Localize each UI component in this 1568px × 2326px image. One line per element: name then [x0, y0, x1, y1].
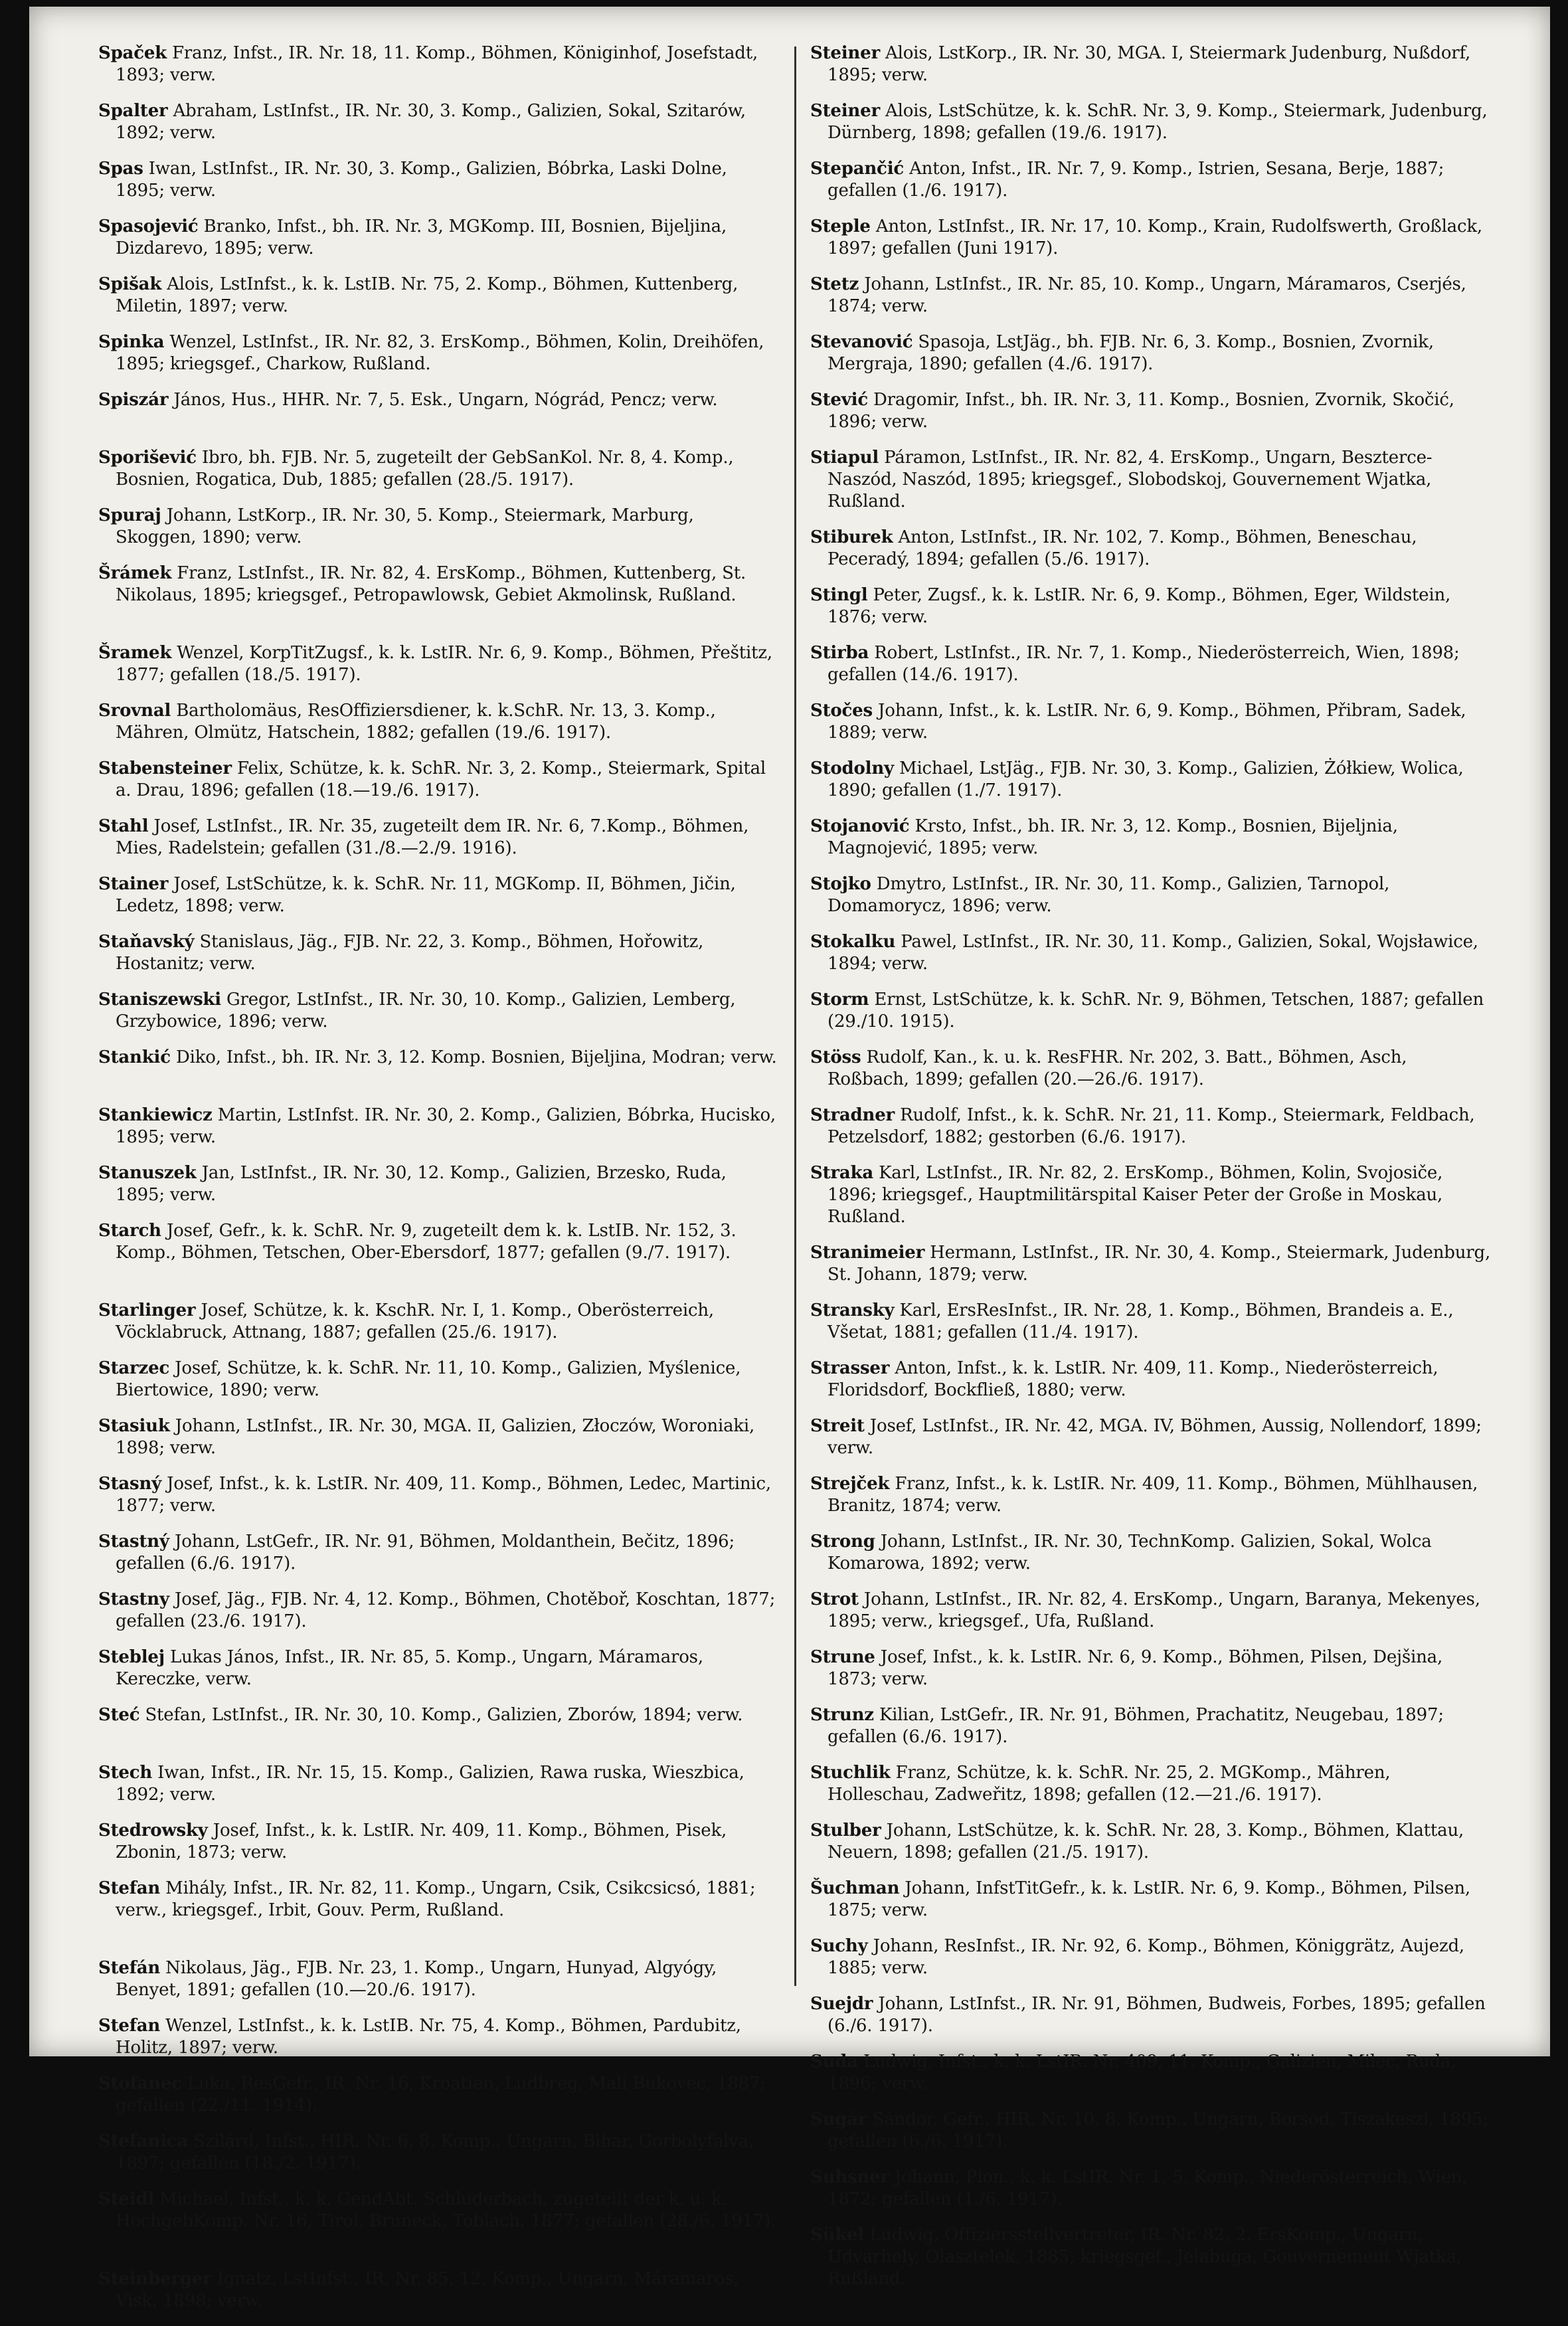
entry-details: Johann, Pion., k. k. LstIR. Nr. 1, 5. Komp., Niederösterreich, Wien, 1872; gefallen (1./6. 1917).	[828, 2167, 1468, 2209]
entry-details: Felix, Schütze, k. k. SchR. Nr. 3, 2. Komp., Steiermark, Spital a. Drau, 1896; gefallen (18.—19./6. 1917).	[116, 759, 766, 800]
entry-details: Jan, LstInfst., IR. Nr. 30, 12. Komp., Galizien, Brzesko, Ruda, 1895; verw.	[116, 1163, 727, 1205]
entry-surname: Stofanec	[98, 2074, 182, 2094]
list-item	[810, 1473, 1491, 1531]
entry-surname: Stasný	[98, 1474, 162, 1494]
list-item	[98, 1762, 779, 1820]
entry-surname: Stankiewicz	[98, 1105, 213, 1125]
entry-details: Alois, LstKorp., IR. Nr. 30, MGA. I, Steiermark Judenburg, Nußdorf, 1895; verw.	[828, 43, 1471, 85]
entry-surname: Steinberger	[98, 2269, 212, 2289]
entry-surname: Steiner	[810, 43, 880, 63]
list-item	[810, 1047, 1491, 1105]
entry-surname: Storm	[810, 990, 869, 1010]
left-column	[98, 43, 779, 2326]
entry-surname: Stodolny	[810, 759, 894, 778]
list-item	[810, 1935, 1491, 1993]
entry-details: Sándor, Gefr., HIR. Nr. 10, 8. Komp., Ungarn, Borsod, Tiszakeszi, 1895; gefallen (6./6. 1917).	[828, 2109, 1488, 2151]
list-item	[810, 584, 1491, 642]
entry-surname: Stefán	[98, 1958, 161, 1978]
entry-details: Johann, LstInfst., IR. Nr. 30, MGA. II, Galizien, Złoczów, Woroniaki, 1898; verw.	[116, 1416, 755, 1458]
list-item	[98, 43, 779, 100]
entry-surname: Strot	[810, 1589, 859, 1609]
list-item	[98, 1589, 779, 1647]
entry-surname: Stranimeier	[810, 1243, 925, 1263]
entry-surname: Spiszár	[98, 390, 169, 410]
list-item	[810, 158, 1491, 216]
entry-details: Johann, LstGefr., IR. Nr. 91, Böhmen, Moldanthein, Bečitz, 1896; gefallen (6./6. 1917).	[116, 1532, 735, 1573]
entry-details: Karl, LstInfst., IR. Nr. 82, 2. ErsKomp., Böhmen, Kolin, Svojosiče, 1896; kriegsgef., Hauptmilitärspital Kaiser Peter der Große in Moskau, Rußland.	[828, 1163, 1443, 1227]
column-divider	[794, 46, 796, 1986]
entry-surname: Staniszewski	[98, 990, 221, 1010]
entry-surname: Steć	[98, 1705, 140, 1725]
entry-surname: Stedrowsky	[98, 1821, 208, 1840]
list-item	[810, 100, 1491, 158]
list-item	[98, 505, 779, 563]
entry-details: Alois, LstSchütze, k. k. SchR. Nr. 3, 9. Komp., Steiermark, Judenburg, Dürnberg, 1898; gefallen (19./6. 1917).	[828, 101, 1488, 143]
entry-surname: Stojko	[810, 874, 871, 894]
entry-surname: Spas	[98, 159, 143, 179]
entry-surname: Starch	[98, 1221, 161, 1241]
list-item	[810, 1820, 1491, 1878]
entry-surname: Stefan	[98, 1878, 161, 1898]
entry-surname: Spalter	[98, 101, 168, 121]
list-item	[98, 1300, 779, 1358]
entry-details: Páramon, LstInfst., IR. Nr. 82, 4. ErsKomp., Ungarn, Beszterce-Naszód, Naszód, 1895; kriegsgef., Slobodskoj, Gouvernement Wjatka, Rußland.	[828, 448, 1433, 511]
list-item	[98, 1820, 779, 1878]
entry-details: Kilian, LstGefr., IR. Nr. 91, Böhmen, Prachatitz, Neugebau, 1897; gefallen (6./6. 1917).	[828, 1705, 1444, 1747]
entry-details: Rudolf, Infst., k. k. SchR. Nr. 21, 11. Komp., Steiermark, Feldbach, Petzelsdorf, 1882; gestorben (6./6. 1917).	[828, 1105, 1475, 1147]
list-item	[98, 2268, 779, 2326]
entry-details: Franz, Infst., IR. Nr. 18, 11. Komp., Böhmen, Königinhof, Josefstadt, 1893; verw.	[116, 43, 758, 85]
list-item	[810, 389, 1491, 447]
list-item	[810, 1704, 1491, 1762]
entry-surname: Spuraj	[98, 505, 161, 525]
list-item	[98, 2189, 779, 2268]
entry-surname: Strejček	[810, 1474, 890, 1494]
list-item	[98, 816, 779, 873]
list-item	[810, 2167, 1491, 2224]
entry-details: Josef, Jäg., FJB. Nr. 4, 12. Komp., Böhmen, Chotěboř, Koschtan, 1877; gefallen (23./6. 1917).	[116, 1589, 776, 1631]
entry-surname: Steblej	[98, 1647, 165, 1667]
entry-details: Abraham, LstInfst., IR. Nr. 30, 3. Komp., Galizien, Sokal, Szitarów, 1892; verw.	[116, 101, 746, 143]
entry-details: Stanislaus, Jäg., FJB. Nr. 22, 3. Komp., Böhmen, Hořowitz, Hostanitz; verw.	[116, 932, 704, 974]
entry-surname: Stevanović	[810, 332, 913, 352]
list-item	[98, 1957, 779, 2015]
list-item	[98, 1878, 779, 1957]
entry-details: Dmytro, LstInfst., IR. Nr. 30, 11. Komp., Galizien, Tarnopol, Domamorycz, 1896; verw.	[828, 874, 1390, 916]
list-item	[98, 2131, 779, 2189]
list-item	[98, 563, 779, 642]
list-item	[98, 700, 779, 758]
entry-details: Ludwig, Offiziersstellvertreter, IR. Nr. 82, 2. ErsKomp., Ungarn, Udvarhely, Olasztelek, 1885; kriegsgef., Jelabuga, Gouvernement Wjatka, Rußland.	[828, 2225, 1462, 2289]
entry-details: Wenzel, LstInfst., IR. Nr. 82, 3. ErsKomp., Böhmen, Kolin, Dreihöfen, 1895; kriegsgef., Charkow, Rußland.	[116, 332, 764, 374]
entry-surname: Stanuszek	[98, 1163, 197, 1183]
entry-details: Michael, LstJäg., FJB. Nr. 30, 3. Komp., Galizien, Żółkiew, Wolica, 1890; gefallen (1./7. 1917).	[828, 759, 1464, 800]
list-item	[810, 43, 1491, 100]
entry-surname: Stahl	[98, 816, 149, 836]
entry-details: Ignatz, LstInfst., IR. Nr. 85, 12. Komp., Ungarn, Máramaros, Visk, 1898; verw.	[116, 2269, 739, 2311]
list-item	[810, 642, 1491, 700]
list-item	[810, 1242, 1491, 1300]
entry-surname: Stetz	[810, 274, 859, 294]
entry-details: Johann, InfstTitGefr., k. k. LstIR. Nr. 6, 9. Komp., Böhmen, Pilsen, 1875; verw.	[828, 1878, 1470, 1920]
entry-details: Johann, LstSchütze, k. k. SchR. Nr. 28, 3. Komp., Böhmen, Klattau, Neuern, 1898; gefallen (21./5. 1917).	[828, 1821, 1464, 1862]
list-item	[98, 873, 779, 931]
entry-details: Anton, Infst., IR. Nr. 7, 9. Komp., Istrien, Sesana, Berje, 1887; gefallen (1./6. 1917).	[828, 159, 1444, 201]
entry-details: Josef, LstInfst., IR. Nr. 42, MGA. IV, Böhmen, Aussig, Nollendorf, 1899; verw.	[828, 1416, 1482, 1458]
entry-surname: Spišak	[98, 274, 162, 294]
entry-surname: Stefanica	[98, 2131, 189, 2151]
list-item	[98, 1358, 779, 1415]
entry-surname: Suejdr	[810, 1994, 873, 2014]
entry-details: Johann, LstInfst., IR. Nr. 30, TechnKomp. Galizien, Sokal, Wolca Komarowa, 1892; verw.	[828, 1532, 1432, 1573]
entry-details: Lukas János, Infst., IR. Nr. 85, 5. Komp., Ungarn, Máramaros, Kereczke, verw.	[116, 1647, 703, 1689]
entry-details: Dragomir, Infst., bh. IR. Nr. 3, 11. Komp., Bosnien, Zvornik, Skočić, 1896; verw.	[828, 390, 1454, 432]
entry-details: Johann, LstInfst., IR. Nr. 82, 4. ErsKomp., Ungarn, Baranya, Mekenyes, 1895; verw., kriegsgef., Ufa, Rußland.	[828, 1589, 1480, 1631]
entry-surname: Stankić	[98, 1047, 171, 1067]
list-item	[810, 700, 1491, 758]
list-item	[98, 100, 779, 158]
list-item	[98, 1647, 779, 1704]
entry-details: Josef, Schütze, k. k. KschR. Nr. I, 1. Komp., Oberösterreich, Vöcklabruck, Attnang, 1887; gefallen (25./6. 1917).	[116, 1300, 714, 1342]
list-item	[98, 1047, 779, 1105]
list-item	[98, 1105, 779, 1162]
entry-details: Nikolaus, Jäg., FJB. Nr. 23, 1. Komp., Ungarn, Hunyad, Algyógy, Benyet, 1891; gefallen (10.—20./6. 1917).	[116, 1958, 717, 2000]
list-item	[98, 1415, 779, 1473]
entry-details: Johann, LstInfst., IR. Nr. 85, 10. Komp., Ungarn, Máramaros, Cserjés, 1874; verw.	[828, 274, 1466, 316]
entry-details: Hermann, LstInfst., IR. Nr. 30, 4. Komp., Steiermark, Judenburg, St. Johann, 1879; verw.	[828, 1243, 1491, 1285]
list-item	[98, 216, 779, 274]
entry-surname: Straka	[810, 1163, 873, 1183]
entry-details: Josef, Gefr., k. k. SchR. Nr. 9, zugeteilt dem k. k. LstIB. Nr. 152, 3. Komp., Böhmen, Tetschen, Ober-Ebersdorf, 1877; gefallen (9./7. 1917).	[116, 1221, 737, 1263]
entry-surname: Strune	[810, 1647, 875, 1667]
entry-surname: Steidl	[98, 2189, 155, 2209]
entry-details: Branko, Infst., bh. IR. Nr. 3, MGKomp. III, Bosnien, Bijeljina, Dizdarevo, 1895; verw.	[116, 217, 727, 258]
entry-details: Ludwig, Infst., k. k. LstIR. Nr. 409, 11. Komp., Galizien, Milec, Ruda, 1896; verw.	[828, 2052, 1456, 2094]
entry-details: Luka, ResGefr., IR. Nr. 16, Kroatien, Ludbreg, Mali Bukovec, 1887; gefallen (22./11. 1914).	[116, 2074, 766, 2115]
entry-details: Josef, Schütze, k. k. SchR. Nr. 11, 10. Komp., Galizien, Myślenice, Biertowice, 1890; verw.	[116, 1358, 741, 1400]
list-item	[98, 931, 779, 989]
document-page	[29, 7, 1550, 2311]
entry-surname: Stirba	[810, 643, 869, 663]
entry-surname: Spaček	[98, 43, 167, 63]
entry-details: Wenzel, KorpTitZugsf., k. k. LstIR. Nr. 6, 9. Komp., Böhmen, Přeštitz, 1877; gefallen (18./5. 1917).	[116, 643, 772, 685]
list-item	[810, 527, 1491, 584]
list-item	[98, 758, 779, 816]
entry-surname: Strasser	[810, 1358, 890, 1378]
entry-details: Iwan, LstInfst., IR. Nr. 30, 3. Komp., Galizien, Bóbrka, Laski Dolne, 1895; verw.	[116, 159, 727, 201]
list-item	[98, 1162, 779, 1220]
list-item	[98, 1220, 779, 1300]
entry-surname: Spasojević	[98, 217, 199, 236]
entry-surname: Stepančić	[810, 159, 904, 179]
entry-details: Krsto, Infst., bh. IR. Nr. 3, 12. Komp., Bosnien, Bijeljnia, Magnojević, 1895; verw.	[828, 816, 1398, 858]
entry-details: Franz, Infst., k. k. LstIR. Nr. 409, 11. Komp., Böhmen, Mühlhausen, Branitz, 1874; verw.	[828, 1474, 1478, 1516]
entry-details: Johann, LstKorp., IR. Nr. 30, 5. Komp., Steiermark, Marburg, Skoggen, 1890; verw.	[116, 505, 694, 547]
entry-details: Michael, Infst., k. k. GendAbt. Schluderbach, zugeteilt der k. u. k. HochgebKomp. Nr. 16, Tirol, Bruneck, Toblach, 1877; gefallen (28./6. 1917).	[116, 2189, 776, 2231]
entry-details: Martin, LstInfst. IR. Nr. 30, 2. Komp., Galizien, Bóbrka, Hucisko, 1895; verw.	[116, 1105, 776, 1147]
entry-surname: Steiner	[810, 101, 880, 121]
list-item	[98, 1704, 779, 1762]
entry-details: Robert, LstInfst., IR. Nr. 7, 1. Komp., Niederösterreich, Wien, 1898; gefallen (14./6. 1917).	[828, 643, 1460, 685]
entry-surname: Strong	[810, 1532, 875, 1552]
entry-surname: Suda	[810, 2052, 858, 2072]
entry-surname: Steple	[810, 217, 871, 236]
entry-surname: Stiburek	[810, 527, 893, 547]
entry-surname: Spinka	[98, 332, 165, 352]
list-item	[98, 447, 779, 505]
list-item	[810, 1993, 1491, 2051]
list-item	[810, 447, 1491, 527]
list-item	[810, 1358, 1491, 1415]
entry-details: Johann, Infst., k. k. LstIR. Nr. 6, 9. Komp., Böhmen, Přibram, Sadek, 1889; verw.	[828, 701, 1466, 743]
list-item	[810, 1762, 1491, 1820]
entry-details: Mihály, Infst., IR. Nr. 82, 11. Komp., Ungarn, Csik, Csikcsicsó, 1881; verw., kriegsgef., Irbit, Gouv. Perm, Rußland.	[116, 1878, 756, 1920]
entry-details: Szilárd, Infst., HIR. Nr. 6, 8. Komp., Ungarn, Bihar, Gorbolyfalva, 1897; gefallen (18./2. 1917).	[116, 2131, 754, 2173]
entry-surname: Stainer	[98, 874, 169, 894]
entry-surname: Stasiuk	[98, 1416, 170, 1436]
list-item	[810, 989, 1491, 1047]
entry-details: Anton, LstInfst., IR. Nr. 102, 7. Komp., Böhmen, Beneschau, Peceradý, 1894; gefallen (5./6. 1917).	[828, 527, 1417, 569]
entry-surname: Srovnal	[98, 701, 171, 721]
list-item	[98, 158, 779, 216]
entry-surname: Stastny	[98, 1589, 169, 1609]
list-item	[98, 1473, 779, 1531]
list-item	[98, 989, 779, 1047]
right-column	[810, 43, 1491, 2304]
entry-details: Franz, LstInfst., IR. Nr. 82, 4. ErsKomp., Böhmen, Kuttenberg, St. Nikolaus, 1895; kriegsgef., Petropawlowsk, Gebiet Akmolinsk, Rußland.	[116, 563, 746, 605]
list-item	[98, 2015, 779, 2073]
entry-surname: Stransky	[810, 1300, 895, 1320]
entry-surname: Stastný	[98, 1532, 169, 1552]
list-item	[810, 758, 1491, 816]
list-item	[810, 1415, 1491, 1473]
entry-details: Ibro, bh. FJB. Nr. 5, zugeteilt der GebSanKol. Nr. 8, 4. Komp., Bosnien, Rogatica, Dub, 1885; gefallen (28./5. 1917).	[116, 448, 734, 490]
list-item	[810, 1878, 1491, 1935]
list-item	[98, 389, 779, 447]
entry-surname: Staňavský	[98, 932, 195, 952]
entry-surname: Sükel	[810, 2225, 865, 2245]
entry-surname: Šramek	[98, 643, 172, 663]
list-item	[810, 931, 1491, 989]
entry-details: Franz, Schütze, k. k. SchR. Nr. 25, 2. MGKomp., Mähren, Holleschau, Zadweřitz, 1898; gefallen (12.—21./6. 1917).	[828, 1763, 1391, 1805]
entry-details: Stefan, LstInfst., IR. Nr. 30, 10. Komp., Galizien, Zborów, 1894; verw.	[145, 1705, 743, 1725]
entry-surname: Suchy	[810, 1936, 868, 1956]
list-item	[98, 274, 779, 331]
entry-details: János, Hus., HHR. Nr. 7, 5. Esk., Ungarn, Nógrád, Pencz; verw.	[173, 390, 718, 410]
list-item	[98, 331, 779, 389]
list-item	[810, 873, 1491, 931]
entry-surname: Suhsner	[810, 2167, 889, 2187]
list-item	[98, 1531, 779, 1589]
entry-details: Rudolf, Kan., k. u. k. ResFHR. Nr. 202, 3. Batt., Böhmen, Asch, Roßbach, 1899; gefallen (20.—26./6. 1917).	[828, 1047, 1407, 1089]
entry-surname: Stojanović	[810, 816, 910, 836]
entry-surname: Stingl	[810, 585, 868, 605]
entry-surname: Stočes	[810, 701, 873, 721]
entry-surname: Sporišević	[98, 448, 197, 468]
list-item	[810, 1162, 1491, 1242]
entry-surname: Stöss	[810, 1047, 861, 1067]
entry-details: Josef, Infst., k. k. LstIR. Nr. 409, 11. Komp., Böhmen, Pisek, Zbonin, 1873; verw.	[116, 1821, 727, 1862]
list-item	[810, 1105, 1491, 1162]
list-item	[98, 642, 779, 700]
entry-surname: Strunz	[810, 1705, 874, 1725]
list-item	[810, 1300, 1491, 1358]
list-item	[98, 2073, 779, 2131]
entry-details: Wenzel, LstInfst., k. k. LstIB. Nr. 75, 4. Komp., Böhmen, Pardubitz, Holitz, 1897; verw.	[116, 2016, 741, 2058]
entry-surname: Stech	[98, 1763, 153, 1783]
list-item	[810, 2224, 1491, 2304]
entry-surname: Starzec	[98, 1358, 170, 1378]
entry-details: Gregor, LstInfst., IR. Nr. 30, 10. Komp., Galizien, Lemberg, Grzybowice, 1896; verw.	[116, 990, 736, 1031]
list-item	[810, 2109, 1491, 2167]
entry-surname: Stiapul	[810, 448, 879, 468]
entry-details: Josef, Infst., k. k. LstIR. Nr. 409, 11. Komp., Böhmen, Ledec, Martinic, 1877; verw.	[116, 1474, 771, 1516]
entry-surname: Šuchman	[810, 1878, 900, 1898]
entry-surname: Šrámek	[98, 563, 172, 583]
entry-surname: Stabensteiner	[98, 759, 232, 778]
entry-details: Johann, LstInfst., IR. Nr. 91, Böhmen, Budweis, Forbes, 1895; gefallen (6./6. 1917).	[828, 1994, 1486, 2036]
entry-surname: Sugár	[810, 2109, 867, 2129]
entry-surname: Stulber	[810, 1821, 881, 1840]
entry-details: Ernst, LstSchütze, k. k. SchR. Nr. 9, Böhmen, Tetschen, 1887; gefallen (29./10. 1915).	[828, 990, 1484, 1031]
list-item	[810, 331, 1491, 389]
entry-details: Anton, LstInfst., IR. Nr. 17, 10. Komp., Krain, Rudolfswerth, Großlack, 1897; gefallen (Juni 1917).	[828, 217, 1482, 258]
entry-surname: Stuchlik	[810, 1763, 891, 1783]
entry-details: Alois, LstInfst., k. k. LstIB. Nr. 75, 2. Komp., Böhmen, Kuttenberg, Miletin, 1897; verw.	[116, 274, 739, 316]
entry-surname: Stefan	[98, 2016, 161, 2036]
list-item	[810, 1647, 1491, 1704]
list-item	[810, 1589, 1491, 1647]
entry-details: Anton, Infst., k. k. LstIR. Nr. 409, 11. Komp., Niederösterreich, Floridsdorf, Bockfließ, 1880; verw.	[828, 1358, 1438, 1400]
entry-surname: Starlinger	[98, 1300, 196, 1320]
list-item	[810, 816, 1491, 873]
list-item	[810, 2051, 1491, 2109]
entry-details: Diko, Infst., bh. IR. Nr. 3, 12. Komp. Bosnien, Bijeljina, Modran; verw.	[175, 1047, 777, 1067]
entry-details: Johann, ResInfst., IR. Nr. 92, 6. Komp., Böhmen, Königgrätz, Aujezd, 1885; verw.	[828, 1936, 1464, 1978]
entry-details: Josef, Infst., k. k. LstIR. Nr. 6, 9. Komp., Böhmen, Pilsen, Dejšina, 1873; verw.	[828, 1647, 1443, 1689]
entry-details: Karl, ErsResInfst., IR. Nr. 28, 1. Komp., Böhmen, Brandeis a. E., Všetat, 1881; gefallen (11./4. 1917).	[828, 1300, 1454, 1342]
entry-details: Iwan, Infst., IR. Nr. 15, 15. Komp., Galizien, Rawa ruska, Wieszbica, 1892; verw.	[116, 1763, 744, 1805]
list-item	[810, 274, 1491, 331]
entry-surname: Streit	[810, 1416, 865, 1436]
entry-surname: Stradner	[810, 1105, 895, 1125]
entry-details: Spasoja, LstJäg., bh. FJB. Nr. 6, 3. Komp., Bosnien, Zvornik, Mergraja, 1890; gefallen (4./6. 1917).	[828, 332, 1434, 374]
entry-details: Peter, Zugsf., k. k. LstIR. Nr. 6, 9. Komp., Böhmen, Eger, Wildstein, 1876; verw.	[828, 585, 1451, 627]
entry-details: Pawel, LstInfst., IR. Nr. 30, 11. Komp., Galizien, Sokal, Wojsławice, 1894; verw.	[828, 932, 1478, 974]
entry-details: Josef, LstSchütze, k. k. SchR. Nr. 11, MGKomp. II, Böhmen, Jičin, Ledetz, 1898; verw.	[116, 874, 736, 916]
entry-details: Bartholomäus, ResOffiziersdiener, k. k.SchR. Nr. 13, 3. Komp., Mähren, Olmütz, Hatschein, 1882; gefallen (19./6. 1917).	[116, 701, 716, 743]
entry-details: Josef, LstInfst., IR. Nr. 35, zugeteilt dem IR. Nr. 6, 7.Komp., Böhmen, Mies, Radelstein; gefallen (31./8.—2./9. 1916).	[116, 816, 749, 858]
entry-surname: Stokalku	[810, 932, 896, 952]
list-item	[810, 1531, 1491, 1589]
list-item	[810, 216, 1491, 274]
entry-surname: Stević	[810, 390, 868, 410]
